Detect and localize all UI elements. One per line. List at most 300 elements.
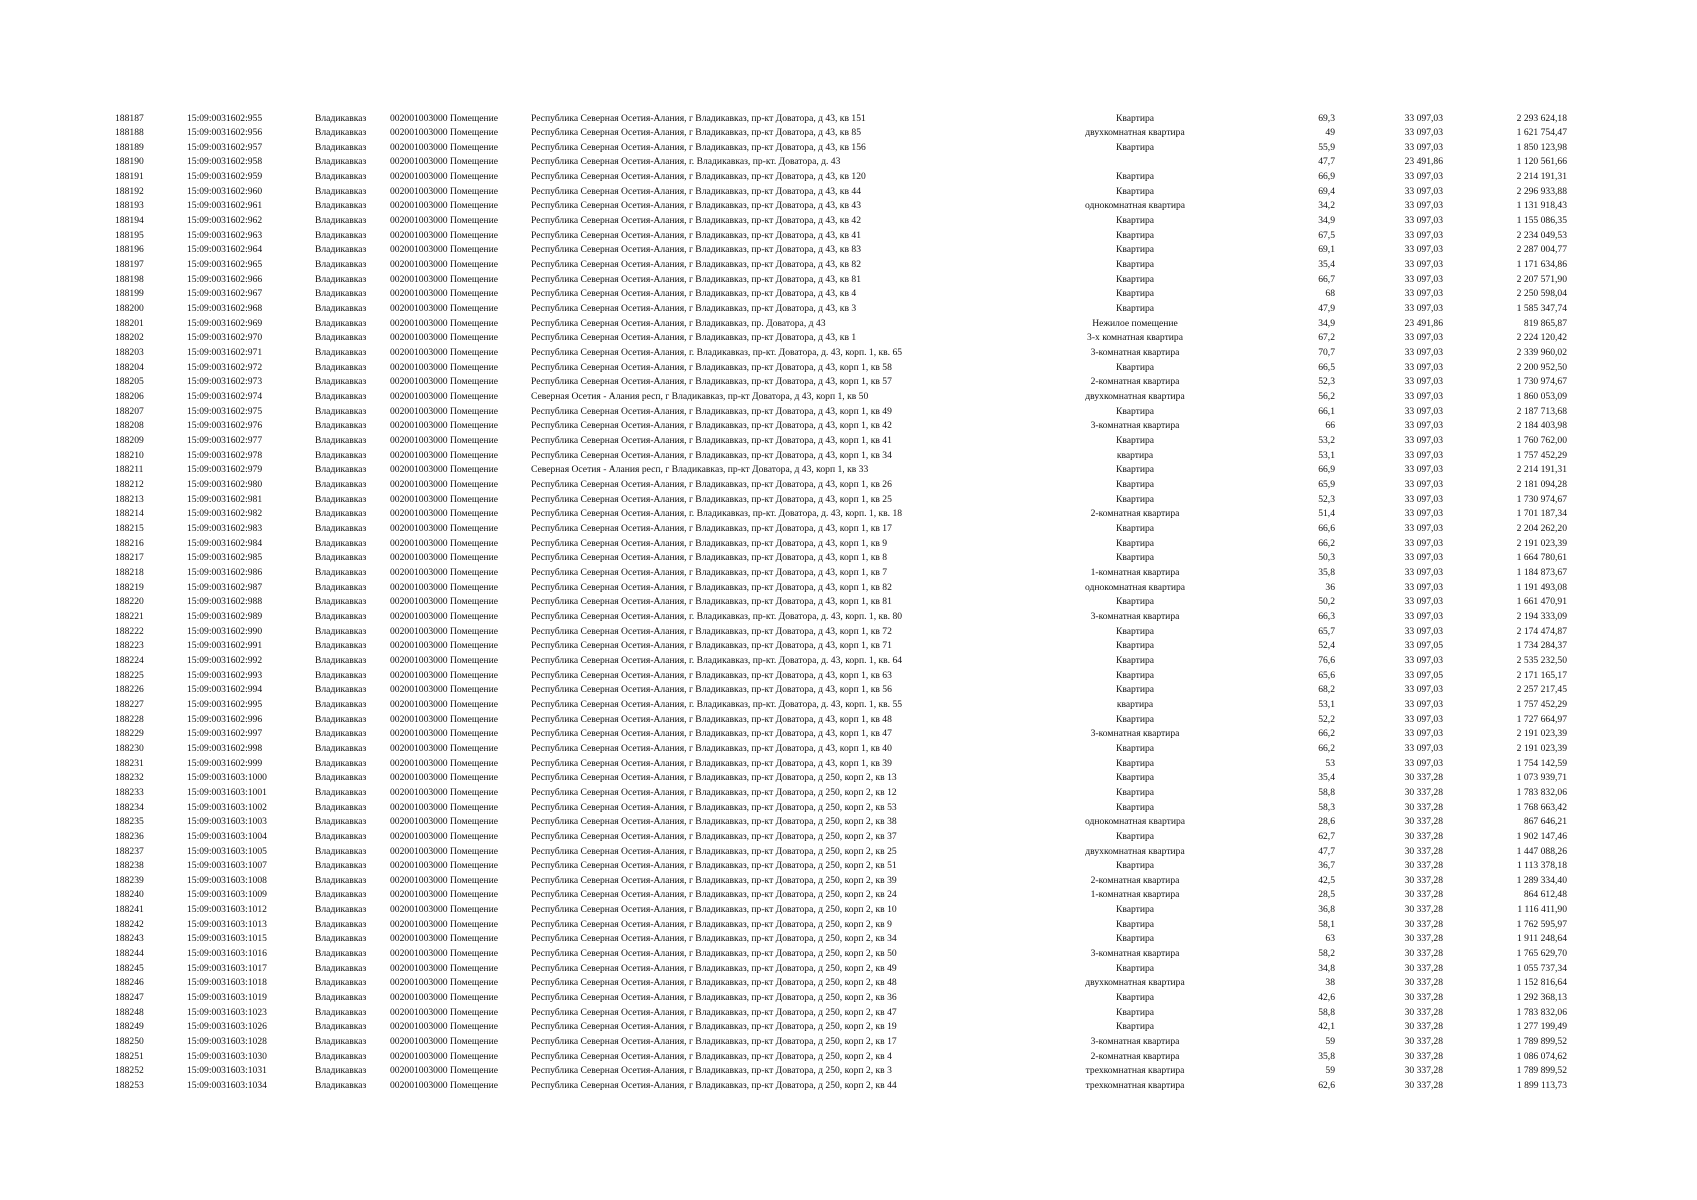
table-row bbox=[0, 375, 1697, 390]
specific-value-cell: 33 097,03 bbox=[1404, 522, 1443, 534]
table-row bbox=[0, 112, 1697, 127]
premises-type-cell: Квартира bbox=[1115, 244, 1155, 256]
premises-type-cell: Квартира bbox=[1115, 625, 1155, 637]
row-number: 188230 bbox=[115, 742, 144, 754]
city-cell: Владикавказ bbox=[315, 303, 367, 315]
table-row bbox=[0, 287, 1697, 302]
table-row bbox=[0, 551, 1697, 566]
cadastral-number: 15:09:0031603:1004 bbox=[187, 830, 267, 842]
object-code-cell: 002001003000 Помещение bbox=[390, 904, 499, 916]
table-row bbox=[0, 932, 1697, 947]
table-row bbox=[0, 801, 1697, 816]
specific-value-cell: 33 097,03 bbox=[1404, 698, 1443, 710]
row-number: 188244 bbox=[115, 948, 144, 960]
row-number: 188241 bbox=[115, 904, 144, 916]
cadastral-number: 15:09:0031602:972 bbox=[187, 361, 263, 373]
table-row bbox=[0, 1035, 1697, 1050]
object-code-cell: 002001003000 Помещение bbox=[390, 625, 499, 637]
city-cell: Владикавказ bbox=[315, 728, 367, 740]
premises-type-cell: Квартира bbox=[1115, 273, 1155, 285]
object-code-cell: 002001003000 Помещение bbox=[390, 860, 499, 872]
cadastral-value-cell: 1 860 053,09 bbox=[1516, 391, 1567, 403]
object-code-cell: 002001003000 Помещение bbox=[390, 347, 499, 359]
specific-value-cell: 30 337,28 bbox=[1404, 977, 1443, 989]
object-code-cell: 002001003000 Помещение bbox=[390, 962, 499, 974]
specific-value-cell: 33 097,03 bbox=[1404, 215, 1443, 227]
row-number: 188240 bbox=[115, 889, 144, 901]
city-cell: Владикавказ bbox=[315, 508, 367, 520]
cadastral-number: 15:09:0031602:956 bbox=[187, 127, 263, 139]
table-row bbox=[0, 918, 1697, 933]
cadastral-value-cell: 2 207 571,90 bbox=[1516, 273, 1567, 285]
specific-value-cell: 33 097,03 bbox=[1404, 229, 1443, 241]
cadastral-value-cell: 2 191 023,39 bbox=[1516, 537, 1567, 549]
object-code-cell: 002001003000 Помещение bbox=[390, 449, 499, 461]
premises-type-cell: Квартира bbox=[1115, 552, 1155, 564]
cadastral-value-cell: 1 292 368,13 bbox=[1516, 992, 1567, 1004]
premises-type-cell: Квартира bbox=[1115, 479, 1155, 490]
area-cell: 52,3 bbox=[1318, 493, 1335, 505]
cadastral-value-cell: 1 277 199,49 bbox=[1516, 1021, 1567, 1033]
address-cell: Республика Северная Осетия-Алания, г Владикавказ, пр-кт Доватора, д 43, кв 41 bbox=[531, 229, 861, 241]
address-cell: Республика Северная Осетия-Алания, г Владикавказ, пр-кт Доватора, д 43, кв 4 bbox=[531, 288, 857, 300]
object-code-cell: 002001003000 Помещение bbox=[390, 537, 499, 549]
object-code-cell: 002001003000 Помещение bbox=[390, 948, 499, 960]
row-number: 188216 bbox=[115, 537, 144, 549]
premises-type-cell: Квартира bbox=[1115, 640, 1155, 652]
cadastral-value-cell: 1 113 378,18 bbox=[1516, 860, 1567, 872]
object-code-cell: 002001003000 Помещение bbox=[390, 918, 499, 930]
specific-value-cell: 30 337,28 bbox=[1404, 904, 1443, 916]
object-code-cell: 002001003000 Помещение bbox=[390, 698, 499, 710]
row-number: 188192 bbox=[115, 185, 144, 197]
row-number: 188211 bbox=[115, 464, 144, 476]
premises-type-cell: 2-комнатная квартира bbox=[1090, 376, 1180, 388]
city-cell: Владикавказ bbox=[315, 156, 367, 168]
row-number: 188223 bbox=[115, 640, 144, 652]
row-number: 188214 bbox=[115, 508, 144, 520]
address-cell: Республика Северная Осетия-Алания, г Владикавказ, пр-кт Доватора, д 43, корп 1, кв 71 bbox=[531, 640, 892, 652]
city-cell: Владикавказ bbox=[315, 948, 367, 960]
city-cell: Владикавказ bbox=[315, 977, 367, 989]
premises-type-cell: Квартира bbox=[1115, 860, 1155, 872]
cadastral-value-cell: 2 250 598,04 bbox=[1516, 288, 1567, 300]
specific-value-cell: 30 337,28 bbox=[1404, 816, 1443, 828]
city-cell: Владикавказ bbox=[315, 1065, 367, 1077]
row-number: 188213 bbox=[115, 493, 144, 505]
table-row bbox=[0, 478, 1697, 493]
premises-type-cell: Квартира bbox=[1115, 171, 1155, 183]
cadastral-value-cell: 1 789 899,52 bbox=[1516, 1065, 1567, 1077]
city-cell: Владикавказ bbox=[315, 171, 367, 183]
object-code-cell: 002001003000 Помещение bbox=[390, 171, 499, 183]
specific-value-cell: 33 097,03 bbox=[1404, 757, 1443, 769]
city-cell: Владикавказ bbox=[315, 1080, 367, 1092]
address-cell: Республика Северная Осетия-Алания, г. Владикавказ, пр-кт. Доватора, д. 43, корп. 1, кв. 65 bbox=[531, 347, 903, 359]
table-row bbox=[0, 185, 1697, 200]
row-number: 188191 bbox=[115, 171, 144, 183]
object-code-cell: 002001003000 Помещение bbox=[390, 1021, 499, 1033]
table-row bbox=[0, 947, 1697, 962]
address-cell: Республика Северная Осетия-Алания, г Владикавказ, пр-кт Доватора, д 43, кв 44 bbox=[531, 185, 861, 197]
city-cell: Владикавказ bbox=[315, 288, 367, 300]
specific-value-cell: 33 097,03 bbox=[1404, 596, 1443, 608]
city-cell: Владикавказ bbox=[315, 772, 367, 784]
city-cell: Владикавказ bbox=[315, 347, 367, 359]
premises-type-cell: Квартира bbox=[1115, 1006, 1155, 1018]
address-cell: Республика Северная Осетия-Алания, г Владикавказ, пр-кт Доватора, д 43, корп 1, кв 63 bbox=[531, 669, 892, 681]
premises-type-cell: Квартира bbox=[1115, 185, 1155, 197]
specific-value-cell: 33 097,03 bbox=[1404, 332, 1443, 344]
object-code-cell: 002001003000 Помещение bbox=[390, 405, 499, 417]
address-cell: Республика Северная Осетия-Алания, г Владикавказ, пр-кт Доватора, д 43, корп 1, кв 47 bbox=[531, 728, 892, 740]
premises-type-cell: двухкомнатная квартира bbox=[1085, 845, 1185, 857]
cadastral-value-cell: 2 293 624,18 bbox=[1516, 112, 1567, 124]
table-row bbox=[0, 654, 1697, 669]
table-row bbox=[0, 273, 1697, 288]
object-code-cell: 002001003000 Помещение bbox=[390, 244, 499, 256]
cadastral-number: 15:09:0031602:990 bbox=[187, 625, 263, 637]
table-row bbox=[0, 727, 1697, 742]
table-row bbox=[0, 845, 1697, 860]
cadastral-value-cell: 864 612,48 bbox=[1523, 889, 1567, 901]
table-row bbox=[0, 962, 1697, 977]
area-cell: 66,2 bbox=[1318, 537, 1335, 549]
object-code-cell: 002001003000 Помещение bbox=[390, 332, 499, 344]
city-cell: Владикавказ bbox=[315, 215, 367, 227]
premises-type-cell: Квартира bbox=[1115, 435, 1155, 447]
address-cell: Республика Северная Осетия-Алания, г. Владикавказ, пр-кт. Доватора, д. 43, корп. 1, кв. 18 bbox=[531, 508, 903, 520]
row-number: 188208 bbox=[115, 420, 144, 432]
cadastral-number: 15:09:0031602:970 bbox=[187, 332, 263, 344]
address-cell: Республика Северная Осетия-Алания, г Владикавказ, пр-кт Доватора, д 250, корп 2, кв 44 bbox=[531, 1080, 897, 1092]
cadastral-number: 15:09:0031603:1000 bbox=[187, 772, 267, 784]
cadastral-number: 15:09:0031603:1031 bbox=[187, 1065, 267, 1077]
row-number: 188203 bbox=[115, 347, 144, 359]
premises-type-cell: Квартира bbox=[1115, 918, 1155, 930]
address-cell: Республика Северная Осетия-Алания, г Владикавказ, пр. Доватора, д 43 bbox=[531, 317, 826, 329]
address-cell: Республика Северная Осетия-Алания, г Владикавказ, пр-кт Доватора, д 250, корп 2, кв 53 bbox=[531, 801, 897, 813]
address-cell: Республика Северная Осетия-Алания, г Владикавказ, пр-кт Доватора, д 250, корп 2, кв 19 bbox=[531, 1021, 897, 1033]
specific-value-cell: 33 097,03 bbox=[1404, 127, 1443, 139]
cadastral-value-cell: 1 902 147,46 bbox=[1516, 830, 1567, 842]
table-row bbox=[0, 713, 1697, 728]
object-code-cell: 002001003000 Помещение bbox=[390, 303, 499, 315]
specific-value-cell: 33 097,03 bbox=[1404, 244, 1443, 256]
area-cell: 28,6 bbox=[1318, 816, 1335, 828]
specific-value-cell: 33 097,03 bbox=[1404, 684, 1443, 696]
address-cell: Республика Северная Осетия-Алания, г Владикавказ, пр-кт Доватора, д 250, корп 2, кв 12 bbox=[531, 786, 897, 798]
specific-value-cell: 23 491,86 bbox=[1404, 317, 1443, 329]
area-cell: 76,6 bbox=[1318, 654, 1335, 666]
address-cell: Республика Северная Осетия-Алания, г Владикавказ, пр-кт Доватора, д 43, кв 85 bbox=[531, 127, 861, 139]
address-cell: Республика Северная Осетия-Алания, г Владикавказ, пр-кт Доватора, д 250, корп 2, кв 50 bbox=[531, 948, 897, 960]
area-cell: 66,7 bbox=[1318, 273, 1335, 285]
object-code-cell: 002001003000 Помещение bbox=[390, 728, 499, 740]
cadastral-value-cell: 2 191 023,39 bbox=[1516, 728, 1567, 740]
address-cell: Республика Северная Осетия-Алания, г Владикавказ, пр-кт Доватора, д 250, корп 2, кв 24 bbox=[531, 889, 897, 901]
table-row bbox=[0, 361, 1697, 376]
row-number: 188204 bbox=[115, 361, 144, 373]
premises-type-cell: однокомнатная квартира bbox=[1084, 200, 1186, 212]
cadastral-value-cell: 1 152 816,64 bbox=[1516, 977, 1567, 989]
cadastral-value-cell: 1 757 452,29 bbox=[1516, 698, 1567, 710]
cadastral-number: 15:09:0031603:1028 bbox=[187, 1036, 267, 1048]
premises-type-cell: Квартира bbox=[1115, 229, 1155, 241]
area-cell: 66,9 bbox=[1318, 171, 1335, 183]
row-number: 188188 bbox=[115, 127, 144, 139]
cadastral-number: 15:09:0031602:967 bbox=[187, 288, 263, 300]
specific-value-cell: 30 337,28 bbox=[1404, 992, 1443, 1004]
specific-value-cell: 33 097,03 bbox=[1404, 610, 1443, 622]
cadastral-value-cell: 1 730 974,67 bbox=[1516, 376, 1567, 388]
cadastral-number: 15:09:0031602:966 bbox=[187, 273, 263, 285]
cadastral-number: 15:09:0031602:978 bbox=[187, 449, 263, 461]
row-number: 188245 bbox=[115, 962, 144, 974]
area-cell: 35,4 bbox=[1318, 259, 1335, 271]
specific-value-cell: 30 337,28 bbox=[1404, 1021, 1443, 1033]
specific-value-cell: 33 097,03 bbox=[1404, 552, 1443, 564]
table-row bbox=[0, 155, 1697, 170]
object-code-cell: 002001003000 Помещение bbox=[390, 464, 499, 476]
cadastral-value-cell: 1 184 873,67 bbox=[1516, 566, 1567, 578]
premises-type-cell: Квартира bbox=[1115, 493, 1155, 505]
city-cell: Владикавказ bbox=[315, 493, 367, 505]
premises-type-cell: Квартира bbox=[1115, 303, 1155, 315]
premises-type-cell: двухкомнатная квартира bbox=[1085, 977, 1185, 989]
object-code-cell: 002001003000 Помещение bbox=[390, 654, 499, 666]
area-cell: 53,1 bbox=[1318, 449, 1335, 461]
cadastral-number: 15:09:0031603:1019 bbox=[187, 992, 267, 1004]
address-cell: Республика Северная Осетия-Алания, г Владикавказ, пр-кт Доватора, д 43, кв 151 bbox=[531, 112, 866, 124]
table-row bbox=[0, 742, 1697, 757]
object-code-cell: 002001003000 Помещение bbox=[390, 977, 499, 989]
row-number: 188209 bbox=[115, 435, 144, 447]
premises-type-cell: 3-комнатная квартира bbox=[1090, 610, 1180, 622]
cadastral-number: 15:09:0031602:982 bbox=[187, 508, 263, 520]
object-code-cell: 002001003000 Помещение bbox=[390, 1050, 499, 1062]
cadastral-value-cell: 2 174 474,87 bbox=[1516, 625, 1567, 637]
area-cell: 59 bbox=[1325, 1036, 1335, 1048]
cadastral-number: 15:09:0031603:1009 bbox=[187, 889, 267, 901]
address-cell: Республика Северная Осетия-Алания, г Владикавказ, пр-кт Доватора, д 250, корп 2, кв 39 bbox=[531, 874, 897, 886]
premises-type-cell: 2-комнатная квартира bbox=[1090, 1050, 1180, 1062]
object-code-cell: 002001003000 Помещение bbox=[390, 156, 499, 168]
address-cell: Республика Северная Осетия-Алания, г Владикавказ, пр-кт Доватора, д 250, корп 2, кв 48 bbox=[531, 977, 897, 989]
cadastral-number: 15:09:0031602:973 bbox=[187, 376, 263, 388]
specific-value-cell: 33 097,03 bbox=[1404, 376, 1443, 388]
city-cell: Владикавказ bbox=[315, 596, 367, 608]
table-row bbox=[0, 258, 1697, 273]
specific-value-cell: 30 337,28 bbox=[1404, 1080, 1443, 1092]
city-cell: Владикавказ bbox=[315, 992, 367, 1004]
table-row bbox=[0, 302, 1697, 317]
address-cell: Республика Северная Осетия-Алания, г Владикавказ, пр-кт Доватора, д 43, корп 1, кв 56 bbox=[531, 684, 892, 696]
object-code-cell: 002001003000 Помещение bbox=[390, 992, 499, 1004]
table-row bbox=[0, 1006, 1697, 1021]
specific-value-cell: 33 097,03 bbox=[1404, 259, 1443, 271]
area-cell: 66 bbox=[1325, 420, 1335, 432]
address-cell: Республика Северная Осетия-Алания, г Владикавказ, пр-кт Доватора, д 250, корп 2, кв 10 bbox=[531, 904, 897, 916]
area-cell: 50,3 bbox=[1318, 552, 1335, 564]
premises-type-cell: квартира bbox=[1116, 449, 1154, 461]
area-cell: 66,3 bbox=[1318, 610, 1335, 622]
cadastral-number: 15:09:0031603:1018 bbox=[187, 977, 267, 989]
row-number: 188236 bbox=[115, 830, 144, 842]
row-number: 188189 bbox=[115, 141, 144, 153]
table-row bbox=[0, 199, 1697, 214]
row-number: 188252 bbox=[115, 1065, 144, 1077]
row-number: 188198 bbox=[115, 273, 144, 285]
cadastral-number: 15:09:0031602:964 bbox=[187, 244, 263, 256]
table-row bbox=[0, 463, 1697, 478]
specific-value-cell: 30 337,28 bbox=[1404, 801, 1443, 813]
city-cell: Владикавказ bbox=[315, 522, 367, 534]
city-cell: Владикавказ bbox=[315, 244, 367, 256]
specific-value-cell: 33 097,03 bbox=[1404, 112, 1443, 124]
row-number: 188247 bbox=[115, 992, 144, 1004]
specific-value-cell: 33 097,03 bbox=[1404, 493, 1443, 505]
area-cell: 36 bbox=[1325, 581, 1335, 593]
row-number: 188227 bbox=[115, 698, 144, 710]
city-cell: Владикавказ bbox=[315, 259, 367, 271]
cadastral-number: 15:09:0031602:959 bbox=[187, 171, 263, 183]
premises-type-cell: 3-комнатная квартира bbox=[1090, 347, 1180, 359]
object-code-cell: 002001003000 Помещение bbox=[390, 596, 499, 608]
address-cell: Республика Северная Осетия-Алания, г Владикавказ, пр-кт Доватора, д 43, корп 1, кв 8 bbox=[531, 552, 888, 564]
address-cell: Республика Северная Осетия-Алания, г Владикавказ, пр-кт Доватора, д 250, корп 2, кв 4 bbox=[531, 1050, 892, 1062]
premises-type-cell: Квартира bbox=[1115, 992, 1155, 1004]
object-code-cell: 002001003000 Помещение bbox=[390, 391, 499, 403]
area-cell: 58,8 bbox=[1318, 786, 1335, 798]
object-code-cell: 002001003000 Помещение bbox=[390, 581, 499, 593]
address-cell: Республика Северная Осетия-Алания, г Владикавказ, пр-кт Доватора, д 250, корп 2, кв 36 bbox=[531, 992, 897, 1004]
address-cell: Республика Северная Осетия-Алания, г Владикавказ, пр-кт Доватора, д 43, кв 81 bbox=[531, 273, 861, 285]
cadastral-number: 15:09:0031602:998 bbox=[187, 742, 263, 754]
premises-type-cell: Квартира bbox=[1115, 830, 1155, 842]
row-number: 188242 bbox=[115, 918, 144, 930]
cadastral-number: 15:09:0031602:994 bbox=[187, 684, 263, 696]
city-cell: Владикавказ bbox=[315, 449, 367, 461]
area-cell: 47,7 bbox=[1318, 156, 1335, 168]
address-cell: Республика Северная Осетия-Алания, г Владикавказ, пр-кт Доватора, д 250, корп 2, кв 38 bbox=[531, 816, 897, 828]
cadastral-number: 15:09:0031603:1015 bbox=[187, 933, 267, 945]
city-cell: Владикавказ bbox=[315, 904, 367, 916]
table-row bbox=[0, 639, 1697, 654]
premises-type-cell: однокомнатная квартира bbox=[1084, 581, 1186, 593]
area-cell: 34,2 bbox=[1318, 200, 1335, 212]
specific-value-cell: 33 097,03 bbox=[1404, 713, 1443, 725]
table-row bbox=[0, 126, 1697, 141]
specific-value-cell: 33 097,03 bbox=[1404, 171, 1443, 183]
cadastral-number: 15:09:0031603:1023 bbox=[187, 1006, 267, 1018]
row-number: 188205 bbox=[115, 376, 144, 388]
cadastral-number: 15:09:0031602:991 bbox=[187, 640, 263, 652]
address-cell: Республика Северная Осетия-Алания, г Владикавказ, пр-кт Доватора, д 43, корп 1, кв 49 bbox=[531, 405, 892, 417]
premises-type-cell: Квартира bbox=[1115, 962, 1155, 974]
area-cell: 66,2 bbox=[1318, 742, 1335, 754]
cadastral-value-cell: 2 339 960,02 bbox=[1516, 347, 1567, 359]
cadastral-number: 15:09:0031602:995 bbox=[187, 698, 263, 710]
row-number: 188207 bbox=[115, 405, 144, 417]
cadastral-number: 15:09:0031602:971 bbox=[187, 347, 263, 359]
table-row bbox=[0, 449, 1697, 464]
object-code-cell: 002001003000 Помещение bbox=[390, 684, 499, 696]
object-code-cell: 002001003000 Помещение bbox=[390, 566, 499, 578]
table-row bbox=[0, 595, 1697, 610]
specific-value-cell: 30 337,28 bbox=[1404, 918, 1443, 930]
address-cell: Республика Северная Осетия-Алания, г Владикавказ, пр-кт Доватора, д 43, кв 3 bbox=[531, 303, 857, 315]
table-row bbox=[0, 903, 1697, 918]
row-number: 188194 bbox=[115, 215, 144, 227]
cadastral-value-cell: 1 760 762,00 bbox=[1516, 435, 1567, 447]
premises-type-cell: однокомнатная квартира bbox=[1084, 816, 1186, 828]
cadastral-value-cell: 1 447 088,26 bbox=[1516, 845, 1567, 857]
cadastral-number: 15:09:0031602:958 bbox=[187, 156, 263, 168]
city-cell: Владикавказ bbox=[315, 625, 367, 637]
cadastral-value-cell: 1 911 248,64 bbox=[1516, 933, 1567, 945]
cadastral-value-cell: 1 055 737,34 bbox=[1516, 962, 1567, 974]
cadastral-number: 15:09:0031602:960 bbox=[187, 185, 263, 197]
table-row bbox=[0, 581, 1697, 596]
city-cell: Владикавказ bbox=[315, 1050, 367, 1062]
area-cell: 67,5 bbox=[1318, 229, 1335, 241]
area-cell: 58,3 bbox=[1318, 801, 1335, 813]
cadastral-value-cell: 1 762 595,97 bbox=[1516, 918, 1567, 930]
area-cell: 67,2 bbox=[1318, 332, 1335, 344]
premises-type-cell: Квартира bbox=[1115, 537, 1155, 549]
city-cell: Владикавказ bbox=[315, 742, 367, 754]
premises-type-cell: Квартира bbox=[1115, 259, 1155, 271]
city-cell: Владикавказ bbox=[315, 962, 367, 974]
cadastral-value-cell: 1 664 780,61 bbox=[1516, 552, 1567, 564]
cadastral-number: 15:09:0031603:1002 bbox=[187, 801, 267, 813]
table-row bbox=[0, 859, 1697, 874]
row-number: 188250 bbox=[115, 1036, 144, 1048]
cadastral-value-cell: 819 865,87 bbox=[1523, 317, 1567, 329]
cadastral-number: 15:09:0031602:962 bbox=[187, 215, 263, 227]
area-cell: 34,8 bbox=[1318, 962, 1335, 974]
specific-value-cell: 30 337,28 bbox=[1404, 948, 1443, 960]
cadastral-value-cell: 1 155 086,35 bbox=[1516, 215, 1567, 227]
premises-type-cell: Квартира bbox=[1115, 405, 1155, 417]
city-cell: Владикавказ bbox=[315, 273, 367, 285]
row-number: 188248 bbox=[115, 1006, 144, 1018]
row-number: 188249 bbox=[115, 1021, 144, 1033]
premises-type-cell: двухкомнатная квартира bbox=[1085, 391, 1185, 403]
object-code-cell: 002001003000 Помещение bbox=[390, 772, 499, 784]
cadastral-value-cell: 2 224 120,42 bbox=[1516, 332, 1567, 344]
specific-value-cell: 33 097,03 bbox=[1404, 420, 1443, 432]
cadastral-value-cell: 1 768 663,42 bbox=[1516, 801, 1567, 813]
address-cell: Республика Северная Осетия-Алания, г Владикавказ, пр-кт Доватора, д 43, корп 1, кв 25 bbox=[531, 493, 892, 505]
row-number: 188195 bbox=[115, 229, 144, 241]
area-cell: 52,3 bbox=[1318, 376, 1335, 388]
specific-value-cell: 33 097,03 bbox=[1404, 508, 1443, 520]
row-number: 188217 bbox=[115, 552, 144, 564]
cadastral-value-cell: 1 754 142,59 bbox=[1516, 757, 1567, 769]
specific-value-cell: 33 097,03 bbox=[1404, 464, 1443, 476]
cadastral-value-cell: 2 296 933,88 bbox=[1516, 185, 1567, 197]
address-cell: Республика Северная Осетия-Алания, г Владикавказ, пр-кт Доватора, д 43, корп 1, кв 57 bbox=[531, 376, 892, 388]
cadastral-number: 15:09:0031602:988 bbox=[187, 596, 263, 608]
city-cell: Владикавказ bbox=[315, 654, 367, 666]
cadastral-value-cell: 1 765 629,70 bbox=[1516, 948, 1567, 960]
object-code-cell: 002001003000 Помещение bbox=[390, 1006, 499, 1018]
row-number: 188220 bbox=[115, 596, 144, 608]
address-cell: Республика Северная Осетия-Алания, г Владикавказ, пр-кт Доватора, д 43, корп 1, кв 41 bbox=[531, 435, 892, 447]
table-row bbox=[0, 566, 1697, 581]
